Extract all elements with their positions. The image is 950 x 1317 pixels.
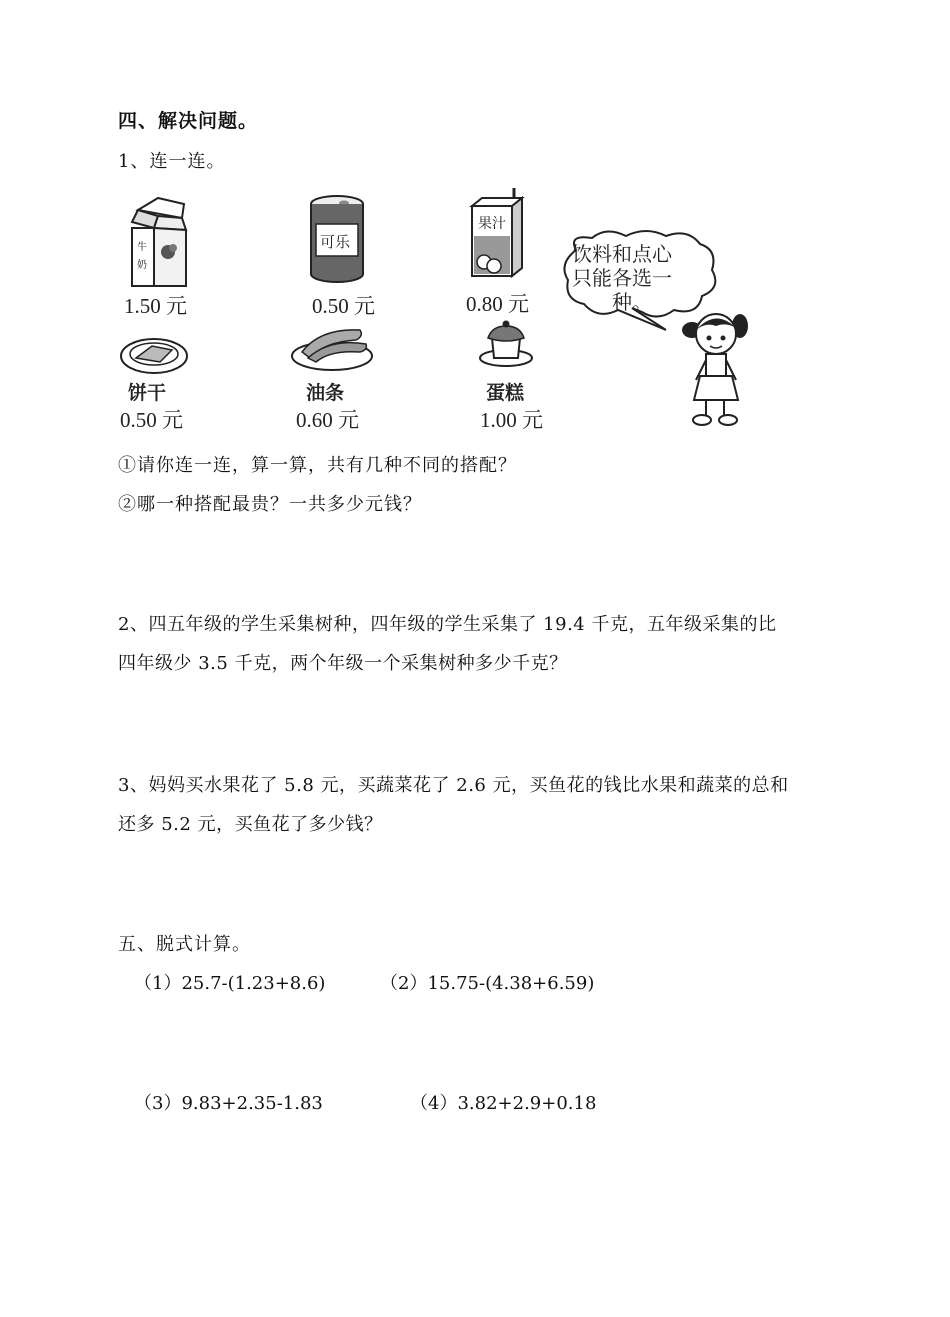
question-2-line-2: 四年级少 3.5 千克，两个年级一个采集树种多少千克？ xyxy=(118,653,568,674)
question-1-title: 1、连一连。 xyxy=(118,151,226,172)
section-5-title: 五、脱式计算。 xyxy=(118,934,251,955)
juice-price: 0.80 元 xyxy=(466,292,529,316)
question-1-sub-1: ①请你连一连，算一算，共有几种不同的搭配？ xyxy=(118,455,517,476)
milk-price: 1.50 元 xyxy=(124,294,187,318)
question-2-line-1: 2、四五年级的学生采集树种，四年级的学生采集了 19.4 千克，五年级采集的比 xyxy=(118,614,777,635)
cake-label: 蛋糕 xyxy=(486,382,525,404)
youtiao-price: 0.60 元 xyxy=(296,408,359,432)
biscuit-icon xyxy=(118,336,190,378)
cake-icon xyxy=(478,320,534,368)
calc-item-1: （1）25.7-(1.23+8.6) xyxy=(134,973,326,994)
calc-item-4: （4）3.82+2.9+0.18 xyxy=(410,1093,597,1114)
question-1-sub-2: ②哪一种搭配最贵？一共多少元钱？ xyxy=(118,494,422,515)
question-3-line-1: 3、妈妈买水果花了 5.8 元，买蔬菜花了 2.6 元，买鱼花的钱比水果和蔬菜的总和 xyxy=(118,775,789,796)
cola-can-icon xyxy=(308,194,366,286)
cola-price: 0.50 元 xyxy=(312,294,375,318)
biscuit-price: 0.50 元 xyxy=(120,408,183,432)
youtiao-label: 油条 xyxy=(306,382,345,404)
milk-carton-icon xyxy=(128,196,192,290)
girl-icon xyxy=(680,308,774,428)
question-3-line-2: 还多 5.2 元，买鱼花了多少钱？ xyxy=(118,814,383,835)
svg-text:果汁: 果汁 xyxy=(478,216,506,232)
biscuit-label: 饼干 xyxy=(128,382,167,404)
bubble-line-1: 饮料和点心 xyxy=(572,242,672,266)
calc-item-3: （3）9.83+2.35-1.83 xyxy=(134,1093,323,1114)
svg-text:牛: 牛 xyxy=(137,242,147,253)
section-4-title: 四、解决问题。 xyxy=(118,110,259,132)
cake-price: 1.00 元 xyxy=(480,408,543,432)
svg-text:可乐: 可乐 xyxy=(320,233,351,251)
bubble-line-3: 种。 xyxy=(612,290,652,314)
bubble-line-2: 只能各选一 xyxy=(572,266,672,290)
juice-box-icon xyxy=(468,188,526,280)
svg-text:奶: 奶 xyxy=(137,260,147,271)
calc-item-2: （2）15.75-(4.38+6.59) xyxy=(380,973,595,994)
youtiao-icon xyxy=(290,322,374,372)
